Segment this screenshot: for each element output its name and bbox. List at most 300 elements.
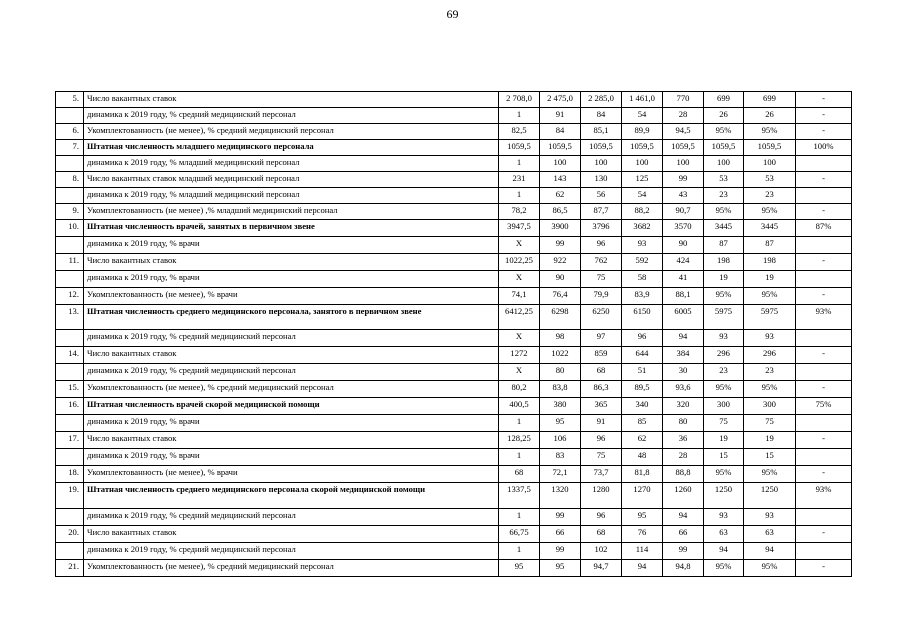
indicator-label-cell: Число вакантных ставок (84, 526, 499, 543)
value-cell: 19 (704, 432, 744, 449)
row-number-cell: 5. (56, 92, 84, 108)
table-row (56, 560, 852, 577)
value-cell: - (796, 347, 852, 364)
value-cell: 23 (704, 364, 744, 381)
value-cell: 198 (704, 254, 744, 271)
value-cell: 384 (663, 347, 704, 364)
table-row (56, 381, 852, 398)
value-cell: 3445 (744, 220, 796, 237)
value-cell: 96 (581, 237, 622, 254)
value-cell: 1272 (499, 347, 540, 364)
value-cell: 3900 (540, 220, 581, 237)
table-row (56, 188, 852, 204)
value-cell: 63 (744, 526, 796, 543)
value-cell: 592 (622, 254, 663, 271)
value-cell: 95% (704, 124, 744, 140)
indicator-label-cell: динамика к 2019 году, % средний медицинский персонал (84, 509, 499, 526)
row-number-cell (56, 108, 84, 124)
value-cell: 1280 (581, 483, 622, 509)
value-cell: 231 (499, 172, 540, 188)
value-cell: 340 (622, 398, 663, 415)
value-cell: 90 (540, 271, 581, 288)
value-cell: 644 (622, 347, 663, 364)
value-cell: 859 (581, 347, 622, 364)
indicator-label-cell: динамика к 2019 году, % младший медицинский персонал (84, 156, 499, 172)
value-cell: X (499, 330, 540, 347)
row-number-cell: 18. (56, 466, 84, 483)
value-cell: 43 (663, 188, 704, 204)
value-cell: 87 (704, 237, 744, 254)
value-cell (796, 509, 852, 526)
value-cell: 296 (744, 347, 796, 364)
value-cell: 95 (540, 415, 581, 432)
value-cell: 30 (663, 364, 704, 381)
value-cell (796, 543, 852, 560)
value-cell: 770 (663, 92, 704, 108)
indicator-label-cell: Число вакантных ставок (84, 92, 499, 108)
value-cell: 99 (663, 543, 704, 560)
value-cell: 23 (744, 364, 796, 381)
value-cell: 6298 (540, 305, 581, 330)
value-cell: 1 (499, 449, 540, 466)
indicator-label-cell: динамика к 2019 году, % врачи (84, 271, 499, 288)
row-number-cell: 16. (56, 398, 84, 415)
value-cell: 66 (540, 526, 581, 543)
value-cell (796, 330, 852, 347)
indicator-label-cell: динамика к 2019 году, % средний медицинский персонал (84, 108, 499, 124)
value-cell: 87% (796, 220, 852, 237)
value-cell: 3570 (663, 220, 704, 237)
value-cell: 3682 (622, 220, 663, 237)
value-cell: 83,9 (622, 288, 663, 305)
value-cell: 75 (704, 415, 744, 432)
value-cell: 87 (744, 237, 796, 254)
value-cell: 95% (744, 288, 796, 305)
table-row (56, 347, 852, 364)
value-cell: 54 (622, 188, 663, 204)
value-cell: 80 (540, 364, 581, 381)
value-cell: 89,9 (622, 124, 663, 140)
value-cell: 6150 (622, 305, 663, 330)
value-cell: 922 (540, 254, 581, 271)
value-cell: 76 (622, 526, 663, 543)
table-row (56, 156, 852, 172)
value-cell: 83 (540, 449, 581, 466)
value-cell: 88,2 (622, 204, 663, 220)
value-cell: 73,7 (581, 466, 622, 483)
row-number-cell: 12. (56, 288, 84, 305)
value-cell: 130 (581, 172, 622, 188)
indicator-label-cell: Укомплектованность (не менее), % врачи (84, 466, 499, 483)
value-cell: 48 (622, 449, 663, 466)
value-cell: 68 (499, 466, 540, 483)
indicator-label-cell: Укомплектованность (не менее) ,% младший медицинский персонал (84, 204, 499, 220)
value-cell: 5975 (704, 305, 744, 330)
indicator-label-cell: динамика к 2019 году, % средний медицинский персонал (84, 543, 499, 560)
value-cell: 95% (704, 466, 744, 483)
indicator-label-cell: Укомплектованность (не менее), % средний медицинский персонал (84, 560, 499, 577)
value-cell (796, 364, 852, 381)
value-cell: 5975 (744, 305, 796, 330)
indicator-label-cell: Число вакантных ставок младший медицинский персонал (84, 172, 499, 188)
value-cell: 94 (744, 543, 796, 560)
value-cell: 95% (704, 381, 744, 398)
value-cell: 95 (499, 560, 540, 577)
value-cell: X (499, 237, 540, 254)
value-cell: 1059,5 (704, 140, 744, 156)
value-cell: 94,7 (581, 560, 622, 577)
value-cell: 1059,5 (663, 140, 704, 156)
value-cell: 83,8 (540, 381, 581, 398)
indicator-label-cell: динамика к 2019 году, % средний медицинский персонал (84, 364, 499, 381)
value-cell: 99 (540, 509, 581, 526)
value-cell: - (796, 466, 852, 483)
value-cell: 699 (744, 92, 796, 108)
value-cell: 1 (499, 509, 540, 526)
value-cell: 1022,25 (499, 254, 540, 271)
value-cell: 96 (622, 330, 663, 347)
value-cell: 93 (744, 330, 796, 347)
value-cell: - (796, 254, 852, 271)
value-cell: 95% (744, 466, 796, 483)
table-row (56, 483, 852, 509)
indicator-label-cell: Укомплектованность (не менее), % врачи (84, 288, 499, 305)
value-cell: 95 (540, 560, 581, 577)
value-cell: 56 (581, 188, 622, 204)
value-cell: 78,2 (499, 204, 540, 220)
value-cell: 100 (581, 156, 622, 172)
value-cell: 94 (704, 543, 744, 560)
value-cell: 95% (704, 560, 744, 577)
value-cell: 19 (744, 432, 796, 449)
value-cell: 36 (663, 432, 704, 449)
value-cell (796, 156, 852, 172)
value-cell: 79,9 (581, 288, 622, 305)
value-cell: 68 (581, 526, 622, 543)
value-cell: 296 (704, 347, 744, 364)
value-cell: 87,7 (581, 204, 622, 220)
value-cell: 380 (540, 398, 581, 415)
value-cell (796, 449, 852, 466)
value-cell: 66,75 (499, 526, 540, 543)
value-cell: 41 (663, 271, 704, 288)
value-cell: X (499, 364, 540, 381)
value-cell: - (796, 381, 852, 398)
value-cell: 62 (540, 188, 581, 204)
indicators-table-wrapper (55, 91, 851, 577)
value-cell: 90 (663, 237, 704, 254)
value-cell: 1250 (744, 483, 796, 509)
value-cell: 68 (581, 364, 622, 381)
row-number-cell: 15. (56, 381, 84, 398)
value-cell: 96 (581, 432, 622, 449)
row-number-cell (56, 364, 84, 381)
indicator-label-cell: Штатная численность врачей скорой медицинской помощи (84, 398, 499, 415)
value-cell: 100 (540, 156, 581, 172)
value-cell: 19 (704, 271, 744, 288)
value-cell: 53 (704, 172, 744, 188)
value-cell: 400,5 (499, 398, 540, 415)
value-cell: - (796, 526, 852, 543)
row-number-cell: 17. (56, 432, 84, 449)
value-cell: 26 (744, 108, 796, 124)
indicator-label-cell: Число вакантных ставок (84, 254, 499, 271)
value-cell: 1059,5 (499, 140, 540, 156)
indicator-label-cell: динамика к 2019 году, % младший медицинский персонал (84, 188, 499, 204)
value-cell: 80 (663, 415, 704, 432)
value-cell (796, 188, 852, 204)
value-cell: - (796, 124, 852, 140)
indicator-label-cell: Штатная численность среднего медицинского персонала, занятого в первичном звене (84, 305, 499, 330)
value-cell: 86,5 (540, 204, 581, 220)
value-cell: 95% (744, 204, 796, 220)
value-cell: 93 (704, 330, 744, 347)
value-cell: 62 (622, 432, 663, 449)
indicators-table (55, 91, 852, 577)
value-cell: 95 (622, 509, 663, 526)
value-cell: 1 (499, 188, 540, 204)
value-cell: - (796, 108, 852, 124)
table-row (56, 543, 852, 560)
value-cell: 93 (744, 509, 796, 526)
table-row (56, 237, 852, 254)
table-row (56, 415, 852, 432)
row-number-cell: 21. (56, 560, 84, 577)
table-row (56, 432, 852, 449)
value-cell: 91 (581, 415, 622, 432)
value-cell: 100% (796, 140, 852, 156)
value-cell: 82,5 (499, 124, 540, 140)
value-cell: - (796, 204, 852, 220)
value-cell: 1 (499, 156, 540, 172)
value-cell: 23 (704, 188, 744, 204)
value-cell: 53 (744, 172, 796, 188)
row-number-cell: 7. (56, 140, 84, 156)
value-cell: 198 (744, 254, 796, 271)
indicator-label-cell: Укомплектованность (не менее), % средний медицинский персонал (84, 124, 499, 140)
value-cell: X (499, 271, 540, 288)
value-cell: 100 (744, 156, 796, 172)
value-cell: 100 (663, 156, 704, 172)
value-cell: 72,1 (540, 466, 581, 483)
table-body (56, 92, 852, 577)
value-cell: 75 (581, 271, 622, 288)
value-cell: 1337,5 (499, 483, 540, 509)
table-row (56, 526, 852, 543)
row-number-cell: 9. (56, 204, 84, 220)
value-cell: 93% (796, 483, 852, 509)
value-cell: 1270 (622, 483, 663, 509)
value-cell: - (796, 560, 852, 577)
value-cell: 63 (704, 526, 744, 543)
value-cell: 102 (581, 543, 622, 560)
value-cell: 320 (663, 398, 704, 415)
table-row (56, 330, 852, 347)
value-cell: 88,1 (663, 288, 704, 305)
row-number-cell: 14. (56, 347, 84, 364)
row-number-cell (56, 415, 84, 432)
row-number-cell: 10. (56, 220, 84, 237)
indicator-label-cell: Число вакантных ставок (84, 347, 499, 364)
indicator-label-cell: Укомплектованность (не менее), % средний медицинский персонал (84, 381, 499, 398)
value-cell: 93 (704, 509, 744, 526)
value-cell: 89,5 (622, 381, 663, 398)
value-cell: 81,8 (622, 466, 663, 483)
value-cell: 100 (704, 156, 744, 172)
row-number-cell: 20. (56, 526, 84, 543)
page-number: 69 (446, 7, 459, 21)
table-row (56, 466, 852, 483)
value-cell: - (796, 432, 852, 449)
table-row (56, 305, 852, 330)
value-cell: 94 (663, 509, 704, 526)
value-cell: 85 (622, 415, 663, 432)
table-row (56, 509, 852, 526)
value-cell: 1 461,0 (622, 92, 663, 108)
value-cell: 94,5 (663, 124, 704, 140)
value-cell: 96 (581, 509, 622, 526)
table-row (56, 288, 852, 305)
row-number-cell: 6. (56, 124, 84, 140)
value-cell: 1 (499, 543, 540, 560)
value-cell: 1059,5 (540, 140, 581, 156)
value-cell: 94 (622, 560, 663, 577)
value-cell: - (796, 288, 852, 305)
value-cell: 2 475,0 (540, 92, 581, 108)
indicator-label-cell: Штатная численность младшего медицинского персонала (84, 140, 499, 156)
value-cell: 95% (704, 288, 744, 305)
value-cell: 1022 (540, 347, 581, 364)
value-cell: 106 (540, 432, 581, 449)
value-cell: 51 (622, 364, 663, 381)
value-cell: 28 (663, 449, 704, 466)
value-cell: 58 (622, 271, 663, 288)
value-cell: 2 708,0 (499, 92, 540, 108)
value-cell: 365 (581, 398, 622, 415)
value-cell: 15 (744, 449, 796, 466)
value-cell: 28 (663, 108, 704, 124)
row-number-cell: 11. (56, 254, 84, 271)
value-cell: 75 (581, 449, 622, 466)
value-cell: 1260 (663, 483, 704, 509)
row-number-cell (56, 188, 84, 204)
value-cell: 98 (540, 330, 581, 347)
value-cell: 1059,5 (622, 140, 663, 156)
value-cell: 93 (622, 237, 663, 254)
value-cell: 699 (704, 92, 744, 108)
value-cell: - (796, 172, 852, 188)
indicator-label-cell: Число вакантных ставок (84, 432, 499, 449)
value-cell: 1250 (704, 483, 744, 509)
value-cell: 1059,5 (744, 140, 796, 156)
indicator-label-cell: Штатная численность среднего медицинского персонала скорой медицинской помощи (84, 483, 499, 509)
value-cell: 99 (663, 172, 704, 188)
value-cell: 1320 (540, 483, 581, 509)
value-cell: 94,8 (663, 560, 704, 577)
value-cell: 424 (663, 254, 704, 271)
value-cell: 114 (622, 543, 663, 560)
value-cell: 3947,5 (499, 220, 540, 237)
row-number-cell (56, 271, 84, 288)
value-cell: 74,1 (499, 288, 540, 305)
row-number-cell (56, 330, 84, 347)
value-cell: 26 (704, 108, 744, 124)
value-cell: 95% (744, 124, 796, 140)
value-cell (796, 271, 852, 288)
value-cell: - (796, 92, 852, 108)
value-cell: 84 (581, 108, 622, 124)
indicator-label-cell: динамика к 2019 году, % врачи (84, 415, 499, 432)
value-cell: 66 (663, 526, 704, 543)
row-number-cell: 8. (56, 172, 84, 188)
row-number-cell: 19. (56, 483, 84, 509)
indicator-label-cell: динамика к 2019 году, % врачи (84, 237, 499, 254)
value-cell: 2 285,0 (581, 92, 622, 108)
value-cell: 125 (622, 172, 663, 188)
row-number-cell (56, 509, 84, 526)
value-cell: 1 (499, 415, 540, 432)
value-cell: 99 (540, 237, 581, 254)
value-cell: 762 (581, 254, 622, 271)
value-cell: 99 (540, 543, 581, 560)
value-cell: 19 (744, 271, 796, 288)
row-number-cell: 13. (56, 305, 84, 330)
row-number-cell (56, 237, 84, 254)
table-row (56, 254, 852, 271)
value-cell: 15 (704, 449, 744, 466)
table-row (56, 172, 852, 188)
value-cell: 3796 (581, 220, 622, 237)
value-cell: 75% (796, 398, 852, 415)
value-cell: 23 (744, 188, 796, 204)
table-row (56, 271, 852, 288)
table-row (56, 364, 852, 381)
value-cell: 6412,25 (499, 305, 540, 330)
value-cell: 75 (744, 415, 796, 432)
value-cell: 100 (622, 156, 663, 172)
value-cell: 95% (704, 204, 744, 220)
row-number-cell (56, 156, 84, 172)
value-cell: 97 (581, 330, 622, 347)
value-cell: 54 (622, 108, 663, 124)
value-cell: 300 (704, 398, 744, 415)
value-cell: 95% (744, 381, 796, 398)
table-row (56, 220, 852, 237)
table-row (56, 449, 852, 466)
value-cell: 3445 (704, 220, 744, 237)
value-cell: 93,6 (663, 381, 704, 398)
value-cell (796, 415, 852, 432)
indicator-label-cell: динамика к 2019 году, % средний медицинский персонал (84, 330, 499, 347)
value-cell: 143 (540, 172, 581, 188)
value-cell (796, 237, 852, 254)
value-cell: 86,3 (581, 381, 622, 398)
row-number-cell (56, 543, 84, 560)
value-cell: 84 (540, 124, 581, 140)
table-row (56, 108, 852, 124)
value-cell: 1 (499, 108, 540, 124)
value-cell: 128,25 (499, 432, 540, 449)
value-cell: 88,8 (663, 466, 704, 483)
value-cell: 6005 (663, 305, 704, 330)
table-row (56, 204, 852, 220)
value-cell: 90,7 (663, 204, 704, 220)
table-row (56, 140, 852, 156)
value-cell: 300 (744, 398, 796, 415)
value-cell: 85,1 (581, 124, 622, 140)
value-cell: 95% (744, 560, 796, 577)
value-cell: 93% (796, 305, 852, 330)
